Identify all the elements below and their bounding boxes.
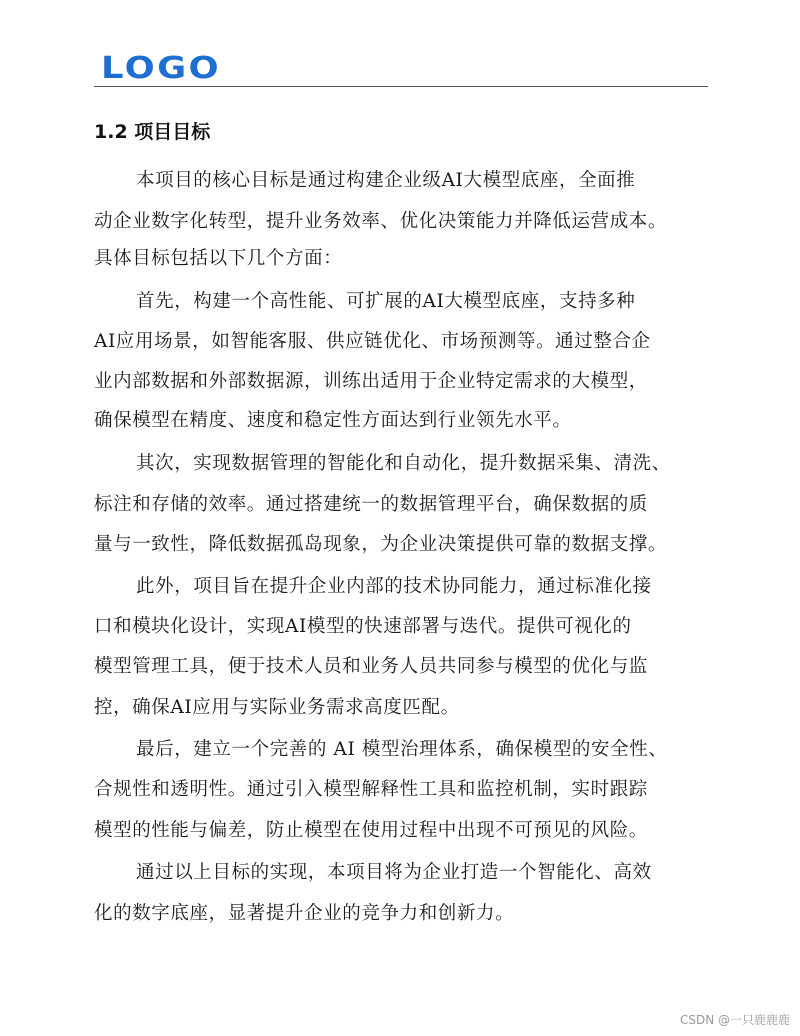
paragraph-line: 通过以上目标的实现，本项目将为企业打造一个智能化、高效 bbox=[136, 862, 652, 883]
paragraph-line: 首先，构建一个高性能、可扩展的AI大模型底座，支持多种 bbox=[136, 291, 636, 312]
paragraph-line: 模型的性能与偏差，防止模型在使用过程中出现不可预见的风险。 bbox=[94, 820, 648, 841]
paragraph-line: 化的数字底座，显著提升企业的竞争力和创新力。 bbox=[94, 903, 515, 924]
paragraph-line: 模型管理工具，便于技术人员和业务人员共同参与模型的优化与监 bbox=[94, 656, 648, 677]
paragraph-line: 最后，建立一个完善的 AI 模型治理体系，确保模型的安全性、 bbox=[136, 739, 668, 760]
paragraph-line: 标注和存储的效率。通过搭建统一的数据管理平台，确保数据的质 bbox=[94, 494, 648, 515]
paragraph-line: 控，确保AI应用与实际业务需求高度匹配。 bbox=[94, 697, 460, 718]
section-heading: 1.2 项目目标 bbox=[94, 121, 211, 143]
paragraph-line: 此外，项目旨在提升企业内部的技术协同能力，通过标准化接 bbox=[136, 576, 652, 597]
watermark: CSDN @一只鹿鹿鹿 bbox=[679, 1013, 790, 1027]
paragraph-line: 其次，实现数据管理的智能化和自动化，提升数据采集、清洗、 bbox=[136, 453, 671, 474]
paragraph-line: 动企业数字化转型，提升业务效率、优化决策能力并降低运营成本。 bbox=[94, 211, 668, 232]
paragraph-line: 本项目的核心目标是通过构建企业级AI大模型底座，全面推 bbox=[136, 170, 636, 191]
paragraph-line: 业内部数据和外部数据源，训练出适用于企业特定需求的大模型， bbox=[94, 371, 648, 392]
logo: LOGO bbox=[101, 51, 221, 86]
paragraph-line: 量与一致性，降低数据孤岛现象，为企业决策提供可靠的数据支撑。 bbox=[94, 534, 668, 555]
paragraph-line: AI应用场景，如智能客服、供应链优化、市场预测等。通过整合企 bbox=[94, 331, 651, 352]
paragraph-line: 口和模块化设计，实现AI模型的快速部署与迭代。提供可视化的 bbox=[94, 616, 632, 637]
header-divider bbox=[94, 86, 708, 87]
paragraph-line: 具体目标包括以下几个方面： bbox=[94, 248, 343, 269]
paragraph-line: 确保模型在精度、速度和稳定性方面达到行业领先水平。 bbox=[94, 410, 572, 431]
paragraph-line: 合规性和透明性。通过引入模型解释性工具和监控机制，实时跟踪 bbox=[94, 779, 648, 800]
